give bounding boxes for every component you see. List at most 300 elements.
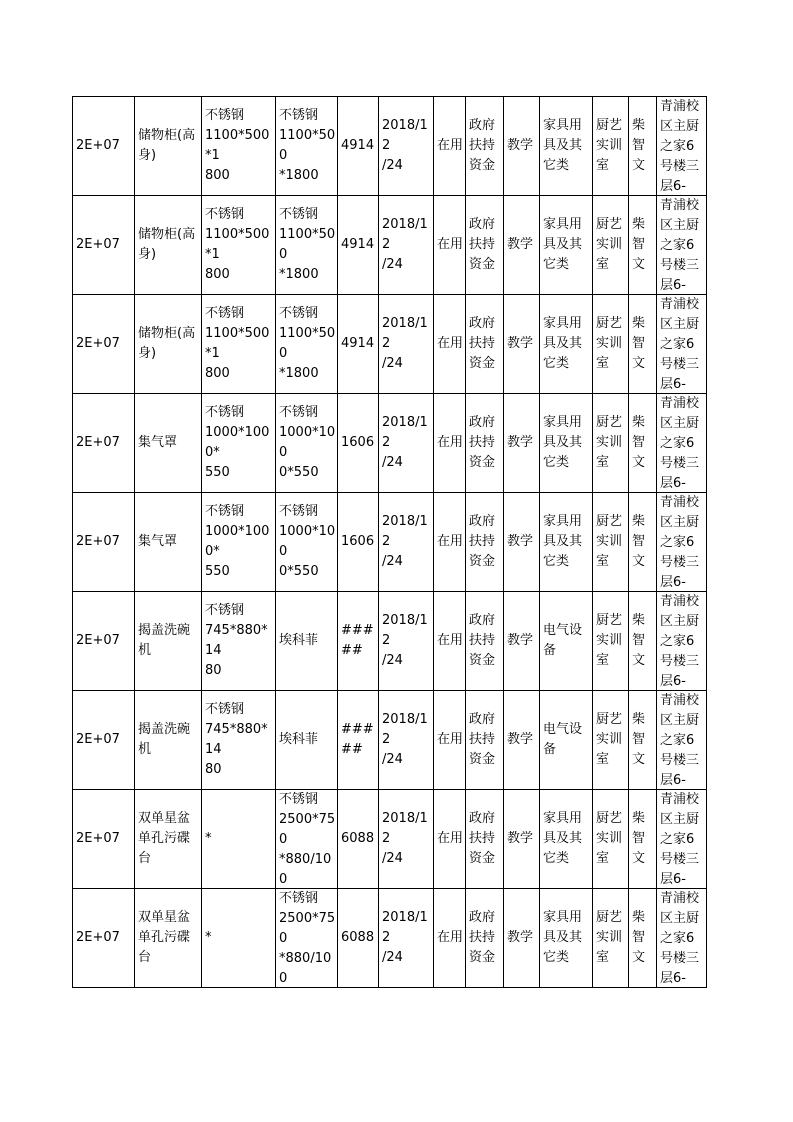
cell-line: 集气罩 bbox=[138, 435, 178, 450]
cell-line: 扶持 bbox=[469, 534, 496, 549]
cell-line: 2E+07 bbox=[76, 237, 120, 252]
cell-specification bbox=[202, 394, 276, 493]
cell-usage bbox=[504, 691, 540, 790]
table-row bbox=[73, 493, 707, 592]
cell-location bbox=[657, 196, 707, 295]
cell-line: 层6- bbox=[660, 575, 686, 590]
cell-line: 2018/12 bbox=[382, 514, 428, 549]
cell-funding-source bbox=[466, 691, 504, 790]
cell-line: 室 bbox=[596, 851, 610, 866]
cell-line: 2E+07 bbox=[76, 336, 120, 351]
cell-line: 区主厨 bbox=[660, 812, 700, 827]
cell-line: 厨艺 bbox=[596, 316, 623, 331]
cell-line: 柴 bbox=[632, 118, 646, 133]
cell-line: 具及其 bbox=[543, 138, 583, 153]
cell-line: 扶持 bbox=[469, 930, 496, 945]
cell-line: 集气罩 bbox=[138, 534, 178, 549]
cell-line: 层6- bbox=[660, 179, 686, 194]
cell-line: 之家6 bbox=[660, 931, 695, 946]
cell-line: 资金 bbox=[469, 455, 496, 470]
cell-line: 政府 bbox=[469, 712, 496, 727]
cell-price bbox=[338, 790, 379, 889]
cell-line: 智 bbox=[632, 930, 646, 945]
cell-keeper bbox=[629, 394, 657, 493]
cell-line: 揭盖洗碗 bbox=[138, 623, 191, 638]
cell-line: 备 bbox=[543, 742, 557, 757]
cell-department bbox=[593, 790, 629, 889]
cell-line: 实训 bbox=[596, 336, 623, 351]
cell-category bbox=[540, 592, 593, 691]
cell-line: 家具用 bbox=[543, 910, 583, 925]
cell-line: 2E+07 bbox=[76, 633, 120, 648]
cell-asset-name bbox=[135, 394, 202, 493]
cell-line: 在用 bbox=[437, 138, 464, 153]
cell-line: 2018/12 bbox=[382, 811, 428, 846]
cell-line: 政府 bbox=[469, 415, 496, 430]
cell-asset-code bbox=[73, 295, 135, 394]
cell-line: 区主厨 bbox=[660, 218, 700, 233]
cell-line: 政府 bbox=[469, 316, 496, 331]
table-row bbox=[73, 790, 707, 889]
cell-line: 青浦校 bbox=[660, 693, 700, 708]
cell-line: 2500*750 bbox=[279, 911, 336, 946]
cell-keeper bbox=[629, 592, 657, 691]
cell-line: 2E+07 bbox=[76, 930, 120, 945]
cell-line: 它类 bbox=[543, 356, 570, 371]
cell-line: *1800 bbox=[279, 267, 319, 282]
cell-line: 教学 bbox=[507, 732, 534, 747]
cell-funding-source bbox=[466, 97, 504, 196]
cell-asset-name bbox=[135, 691, 202, 790]
cell-keeper bbox=[629, 295, 657, 394]
cell-line: 智 bbox=[632, 138, 646, 153]
cell-line: 它类 bbox=[543, 554, 570, 569]
cell-line: 埃科菲 bbox=[279, 732, 319, 747]
cell-keeper bbox=[629, 889, 657, 988]
cell-line: 机 bbox=[138, 742, 152, 757]
cell-line: 政府 bbox=[469, 811, 496, 826]
cell-line: 资金 bbox=[469, 158, 496, 173]
cell-line: 厨艺 bbox=[596, 811, 623, 826]
cell-line: 教学 bbox=[507, 237, 534, 252]
cell-line: 具及其 bbox=[543, 534, 583, 549]
cell-line: 号楼三 bbox=[660, 753, 700, 768]
cell-category bbox=[540, 790, 593, 889]
cell-department bbox=[593, 295, 629, 394]
cell-line: 2018/12 bbox=[382, 316, 428, 351]
cell-line: 实训 bbox=[596, 831, 623, 846]
cell-status bbox=[434, 889, 466, 988]
cell-line: 4914 bbox=[341, 138, 375, 153]
cell-asset-code bbox=[73, 889, 135, 988]
cell-line: 6088 bbox=[341, 930, 375, 945]
cell-line: 柴 bbox=[632, 910, 646, 925]
cell-line: 青浦校 bbox=[660, 396, 700, 411]
cell-asset-name bbox=[135, 790, 202, 889]
cell-line: 台 bbox=[138, 950, 152, 965]
cell-line: 柴 bbox=[632, 811, 646, 826]
cell-line: 教学 bbox=[507, 336, 534, 351]
cell-line: 1000*100 bbox=[279, 524, 336, 559]
cell-status bbox=[434, 97, 466, 196]
cell-status bbox=[434, 493, 466, 592]
cell-line: 2E+07 bbox=[76, 534, 120, 549]
cell-line: 6088 bbox=[341, 831, 375, 846]
cell-line: 资金 bbox=[469, 356, 496, 371]
cell-line: 1000*1000* bbox=[205, 524, 270, 559]
table-row bbox=[73, 196, 707, 295]
cell-line: 之家6 bbox=[660, 139, 695, 154]
cell-department bbox=[593, 592, 629, 691]
cell-line: /24 bbox=[382, 455, 403, 470]
cell-purchase-date bbox=[379, 394, 434, 493]
cell-line: 智 bbox=[632, 534, 646, 549]
cell-category bbox=[540, 97, 593, 196]
cell-line: 智 bbox=[632, 435, 646, 450]
cell-line: 文 bbox=[632, 158, 646, 173]
cell-line: 文 bbox=[632, 752, 646, 767]
cell-model bbox=[276, 295, 338, 394]
cell-line: 室 bbox=[596, 455, 610, 470]
cell-line: 不锈钢 bbox=[205, 702, 245, 717]
cell-line: 之家6 bbox=[660, 436, 695, 451]
cell-usage bbox=[504, 889, 540, 988]
cell-line: 家具用 bbox=[543, 217, 583, 232]
cell-line: 号楼三 bbox=[660, 555, 700, 570]
cell-line: 扶持 bbox=[469, 435, 496, 450]
cell-line: 身) bbox=[138, 247, 157, 262]
cell-model bbox=[276, 592, 338, 691]
cell-line: 青浦校 bbox=[660, 495, 700, 510]
cell-line: 之家6 bbox=[660, 832, 695, 847]
cell-line: 家具用 bbox=[543, 811, 583, 826]
cell-line: 具及其 bbox=[543, 831, 583, 846]
cell-line: 智 bbox=[632, 831, 646, 846]
cell-line: 资金 bbox=[469, 851, 496, 866]
cell-line: 文 bbox=[632, 653, 646, 668]
cell-department bbox=[593, 493, 629, 592]
cell-line: *1800 bbox=[279, 168, 319, 183]
cell-asset-name bbox=[135, 196, 202, 295]
cell-line: 不锈钢 bbox=[205, 504, 245, 519]
cell-line: 层6- bbox=[660, 971, 686, 986]
cell-line: 800 bbox=[205, 366, 230, 381]
cell-line: 800 bbox=[205, 267, 230, 282]
cell-line: 550 bbox=[205, 564, 230, 579]
cell-line: 号楼三 bbox=[660, 357, 700, 372]
cell-line: 在用 bbox=[437, 930, 464, 945]
cell-line: * bbox=[205, 930, 212, 945]
cell-line: 室 bbox=[596, 554, 610, 569]
asset-table bbox=[72, 96, 707, 988]
cell-line: 4914 bbox=[341, 237, 375, 252]
cell-usage bbox=[504, 295, 540, 394]
cell-line: 青浦校 bbox=[660, 792, 700, 807]
cell-line: 资金 bbox=[469, 950, 496, 965]
cell-line: 它类 bbox=[543, 950, 570, 965]
cell-line: 之家6 bbox=[660, 634, 695, 649]
cell-line: 室 bbox=[596, 356, 610, 371]
cell-line: 不锈钢 bbox=[205, 405, 245, 420]
cell-model bbox=[276, 97, 338, 196]
cell-price bbox=[338, 295, 379, 394]
cell-price bbox=[338, 691, 379, 790]
cell-line: 80 bbox=[205, 663, 222, 678]
cell-location bbox=[657, 394, 707, 493]
cell-line: 文 bbox=[632, 455, 646, 470]
cell-line: 室 bbox=[596, 653, 610, 668]
cell-line: 室 bbox=[596, 950, 610, 965]
cell-category bbox=[540, 394, 593, 493]
cell-line: 双单星盆 bbox=[138, 811, 191, 826]
cell-category bbox=[540, 295, 593, 394]
cell-asset-name bbox=[135, 889, 202, 988]
cell-line: *880/100 bbox=[279, 951, 332, 986]
cell-line: 柴 bbox=[632, 712, 646, 727]
cell-line: 区主厨 bbox=[660, 713, 700, 728]
cell-line: 2018/12 bbox=[382, 712, 428, 747]
cell-line: 2E+07 bbox=[76, 435, 120, 450]
cell-line: 号楼三 bbox=[660, 258, 700, 273]
cell-purchase-date bbox=[379, 97, 434, 196]
cell-line: 它类 bbox=[543, 257, 570, 272]
cell-usage bbox=[504, 394, 540, 493]
cell-line: 扶持 bbox=[469, 138, 496, 153]
cell-category bbox=[540, 691, 593, 790]
cell-category bbox=[540, 493, 593, 592]
table-row bbox=[73, 592, 707, 691]
cell-line: 1100*500 bbox=[279, 227, 336, 262]
table-body bbox=[73, 97, 707, 988]
cell-line: 层6- bbox=[660, 377, 686, 392]
cell-keeper bbox=[629, 691, 657, 790]
cell-location bbox=[657, 295, 707, 394]
cell-line: 电气设 bbox=[543, 722, 583, 737]
cell-price bbox=[338, 394, 379, 493]
cell-price bbox=[338, 196, 379, 295]
cell-line: /24 bbox=[382, 752, 403, 767]
cell-line: 青浦校 bbox=[660, 891, 700, 906]
cell-line: 教学 bbox=[507, 435, 534, 450]
cell-line: 1100*500*1 bbox=[205, 128, 270, 163]
cell-purchase-date bbox=[379, 295, 434, 394]
cell-funding-source bbox=[466, 889, 504, 988]
cell-line: 政府 bbox=[469, 217, 496, 232]
table-row bbox=[73, 691, 707, 790]
cell-location bbox=[657, 691, 707, 790]
cell-line: ##### bbox=[341, 722, 374, 757]
cell-line: 政府 bbox=[469, 910, 496, 925]
cell-purchase-date bbox=[379, 889, 434, 988]
cell-line: 2E+07 bbox=[76, 732, 120, 747]
cell-model bbox=[276, 196, 338, 295]
cell-line: 教学 bbox=[507, 534, 534, 549]
cell-line: 厨艺 bbox=[596, 118, 623, 133]
cell-line: 1100*500 bbox=[279, 128, 336, 163]
cell-line: 1100*500 bbox=[279, 326, 336, 361]
cell-line: 4914 bbox=[341, 336, 375, 351]
cell-line: 2E+07 bbox=[76, 831, 120, 846]
cell-line: 层6- bbox=[660, 476, 686, 491]
cell-line: 实训 bbox=[596, 534, 623, 549]
cell-line: 单孔污碟 bbox=[138, 930, 191, 945]
cell-purchase-date bbox=[379, 592, 434, 691]
cell-line: 1100*500*1 bbox=[205, 227, 270, 262]
cell-line: 教学 bbox=[507, 138, 534, 153]
cell-line: 柴 bbox=[632, 217, 646, 232]
cell-line: 之家6 bbox=[660, 535, 695, 550]
cell-location bbox=[657, 97, 707, 196]
cell-line: 单孔污碟 bbox=[138, 831, 191, 846]
cell-usage bbox=[504, 196, 540, 295]
cell-line: 层6- bbox=[660, 278, 686, 293]
cell-line: 扶持 bbox=[469, 336, 496, 351]
cell-line: 储物柜(高 bbox=[138, 227, 196, 242]
cell-line: 智 bbox=[632, 237, 646, 252]
cell-line: /24 bbox=[382, 257, 403, 272]
cell-line: 它类 bbox=[543, 851, 570, 866]
cell-line: 电气设 bbox=[543, 623, 583, 638]
cell-line: 不锈钢 bbox=[205, 207, 245, 222]
cell-model bbox=[276, 493, 338, 592]
cell-price bbox=[338, 97, 379, 196]
cell-line: 资金 bbox=[469, 554, 496, 569]
cell-line: 2018/12 bbox=[382, 613, 428, 648]
cell-line: * bbox=[205, 831, 212, 846]
cell-location bbox=[657, 889, 707, 988]
cell-line: 家具用 bbox=[543, 118, 583, 133]
cell-usage bbox=[504, 493, 540, 592]
cell-purchase-date bbox=[379, 691, 434, 790]
cell-line: 家具用 bbox=[543, 415, 583, 430]
cell-line: 号楼三 bbox=[660, 456, 700, 471]
cell-purchase-date bbox=[379, 196, 434, 295]
cell-line: 资金 bbox=[469, 257, 496, 272]
cell-line: 1606 bbox=[341, 435, 375, 450]
cell-purchase-date bbox=[379, 790, 434, 889]
cell-funding-source bbox=[466, 295, 504, 394]
cell-line: 区主厨 bbox=[660, 515, 700, 530]
cell-line: 具及其 bbox=[543, 237, 583, 252]
cell-line: 在用 bbox=[437, 237, 464, 252]
cell-line: 1606 bbox=[341, 534, 375, 549]
cell-line: 区主厨 bbox=[660, 416, 700, 431]
cell-line: 政府 bbox=[469, 514, 496, 529]
cell-line: /24 bbox=[382, 158, 403, 173]
cell-line: 不锈钢 bbox=[279, 504, 319, 519]
cell-line: 具及其 bbox=[543, 930, 583, 945]
cell-specification bbox=[202, 196, 276, 295]
cell-line: 文 bbox=[632, 851, 646, 866]
cell-usage bbox=[504, 592, 540, 691]
cell-line: 0*550 bbox=[279, 564, 319, 579]
cell-line: 2018/12 bbox=[382, 217, 428, 252]
cell-line: 扶持 bbox=[469, 633, 496, 648]
cell-line: 教学 bbox=[507, 831, 534, 846]
cell-line: 区主厨 bbox=[660, 911, 700, 926]
cell-line: 资金 bbox=[469, 653, 496, 668]
cell-price bbox=[338, 592, 379, 691]
cell-line: 不锈钢 bbox=[279, 405, 319, 420]
cell-line: 区主厨 bbox=[660, 614, 700, 629]
cell-line: 之家6 bbox=[660, 337, 695, 352]
cell-funding-source bbox=[466, 592, 504, 691]
cell-line: 实训 bbox=[596, 633, 623, 648]
cell-specification bbox=[202, 790, 276, 889]
cell-status bbox=[434, 394, 466, 493]
table-row bbox=[73, 97, 707, 196]
cell-usage bbox=[504, 790, 540, 889]
cell-asset-code bbox=[73, 691, 135, 790]
cell-line: 实训 bbox=[596, 237, 623, 252]
cell-status bbox=[434, 691, 466, 790]
cell-specification bbox=[202, 889, 276, 988]
cell-line: 扶持 bbox=[469, 237, 496, 252]
cell-asset-code bbox=[73, 592, 135, 691]
cell-line: 550 bbox=[205, 465, 230, 480]
cell-line: 青浦校 bbox=[660, 198, 700, 213]
cell-keeper bbox=[629, 196, 657, 295]
cell-line: 在用 bbox=[437, 831, 464, 846]
cell-asset-code bbox=[73, 493, 135, 592]
cell-asset-name bbox=[135, 493, 202, 592]
cell-line: 层6- bbox=[660, 674, 686, 689]
cell-line: 不锈钢 bbox=[205, 603, 245, 618]
cell-line: 身) bbox=[138, 346, 157, 361]
cell-location bbox=[657, 493, 707, 592]
cell-line: /24 bbox=[382, 653, 403, 668]
cell-line: 745*880*14 bbox=[205, 623, 268, 658]
cell-line: 文 bbox=[632, 950, 646, 965]
cell-department bbox=[593, 97, 629, 196]
cell-line: 1000*1000* bbox=[205, 425, 270, 460]
cell-location bbox=[657, 592, 707, 691]
cell-line: 台 bbox=[138, 851, 152, 866]
cell-line: 1000*100 bbox=[279, 425, 336, 460]
cell-line: *1800 bbox=[279, 366, 319, 381]
cell-line: 2E+07 bbox=[76, 138, 120, 153]
cell-line: 具及其 bbox=[543, 336, 583, 351]
cell-line: /24 bbox=[382, 851, 403, 866]
cell-line: 家具用 bbox=[543, 316, 583, 331]
cell-line: 柴 bbox=[632, 613, 646, 628]
cell-category bbox=[540, 889, 593, 988]
cell-line: 不锈钢 bbox=[279, 792, 319, 807]
cell-specification bbox=[202, 97, 276, 196]
cell-model bbox=[276, 691, 338, 790]
cell-keeper bbox=[629, 493, 657, 592]
cell-line: 具及其 bbox=[543, 435, 583, 450]
cell-line: 800 bbox=[205, 168, 230, 183]
cell-asset-name bbox=[135, 592, 202, 691]
cell-price bbox=[338, 493, 379, 592]
cell-line: 在用 bbox=[437, 435, 464, 450]
cell-department bbox=[593, 394, 629, 493]
cell-line: 不锈钢 bbox=[279, 207, 319, 222]
cell-line: 厨艺 bbox=[596, 217, 623, 232]
cell-asset-name bbox=[135, 97, 202, 196]
cell-keeper bbox=[629, 97, 657, 196]
cell-line: 室 bbox=[596, 752, 610, 767]
cell-line: 实训 bbox=[596, 732, 623, 747]
cell-line: 政府 bbox=[469, 613, 496, 628]
cell-location bbox=[657, 790, 707, 889]
cell-specification bbox=[202, 691, 276, 790]
cell-line: 文 bbox=[632, 356, 646, 371]
cell-line: 745*880*14 bbox=[205, 722, 268, 757]
cell-line: /24 bbox=[382, 356, 403, 371]
cell-status bbox=[434, 592, 466, 691]
